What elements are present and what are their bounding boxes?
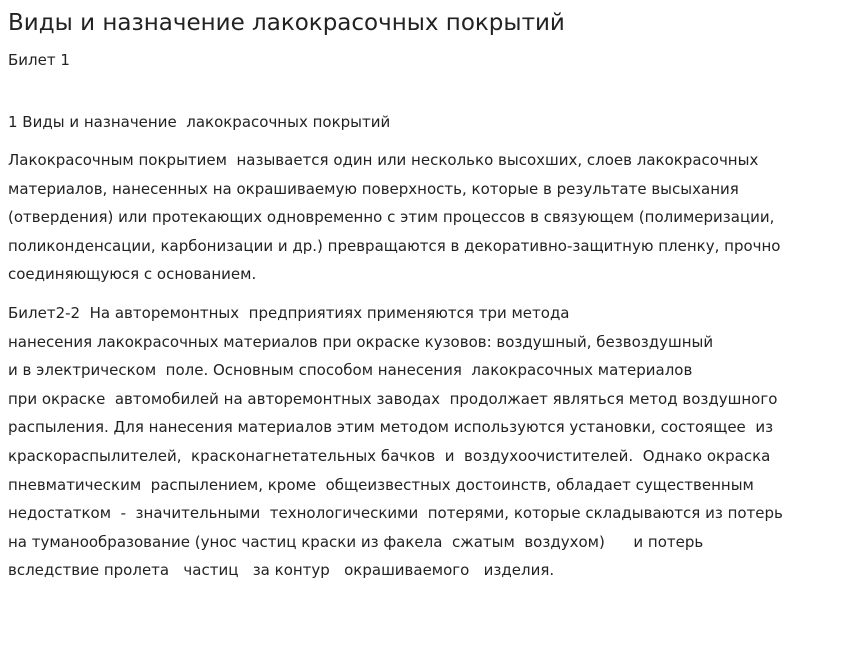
paragraph-line: Лакокрасочным покрытием называется один или несколько высохших, слоев лакокрасочных [8, 151, 759, 169]
paragraph-application-methods [8, 299, 839, 585]
paragraph-line: нанесения лакокрасочных материалов при окраске кузовов: воздушный, безвоздушный [8, 332, 714, 351]
paragraph-line: распыления. Для нанесения материалов этим методом используются установки, состоящее из [8, 418, 774, 437]
paragraph-line: соединяющуюся с основанием. [8, 265, 257, 284]
paragraph-line: поликонденсации, карбонизации и др.) превращаются в декоративно-защитную пленку, прочно [8, 236, 781, 255]
paragraph-line: недостатком - значительными технологическими потерями, которые складываются из потерь [8, 504, 783, 523]
paragraph-line: краскораспылителей, красконагнетательных бачков и воздухоочистителей. Однако окраска [8, 446, 771, 465]
paragraph-definition [8, 146, 839, 289]
paragraph-line: (отвердения) или протекающих одновременно с этим процессов в связующем (полимеризации, [8, 208, 775, 227]
section-heading: 1 Виды и назначение лакокрасочных покрытий [8, 113, 391, 131]
paragraph-line: вследствие пролета частиц за контур окрашиваемого изделия. [8, 561, 555, 580]
page-title: Виды и назначение лакокрасочных покрытий [8, 10, 565, 36]
paragraph-line: Билет2-2 На авторемонтных предприятиях применяются три метода [8, 303, 570, 322]
paragraph-line: материалов, нанесенных на окрашиваемую поверхность, которые в результате высыхания [8, 179, 739, 198]
ticket-subtitle: Билет 1 [8, 51, 70, 69]
paragraph-line: на туманообразование (унос частиц краски из факела сжатым воздухом) и потерь [8, 532, 704, 551]
paragraph-line: пневматическим распылением, кроме общеизвестных достоинств, обладает существенным [8, 475, 754, 494]
paragraph-line: и в электрическом поле. Основным способом нанесения лакокрасочных материалов [8, 361, 693, 380]
paragraph-line: при окраске автомобилей на авторемонтных заводах продолжает являться метод воздушного [8, 389, 778, 408]
